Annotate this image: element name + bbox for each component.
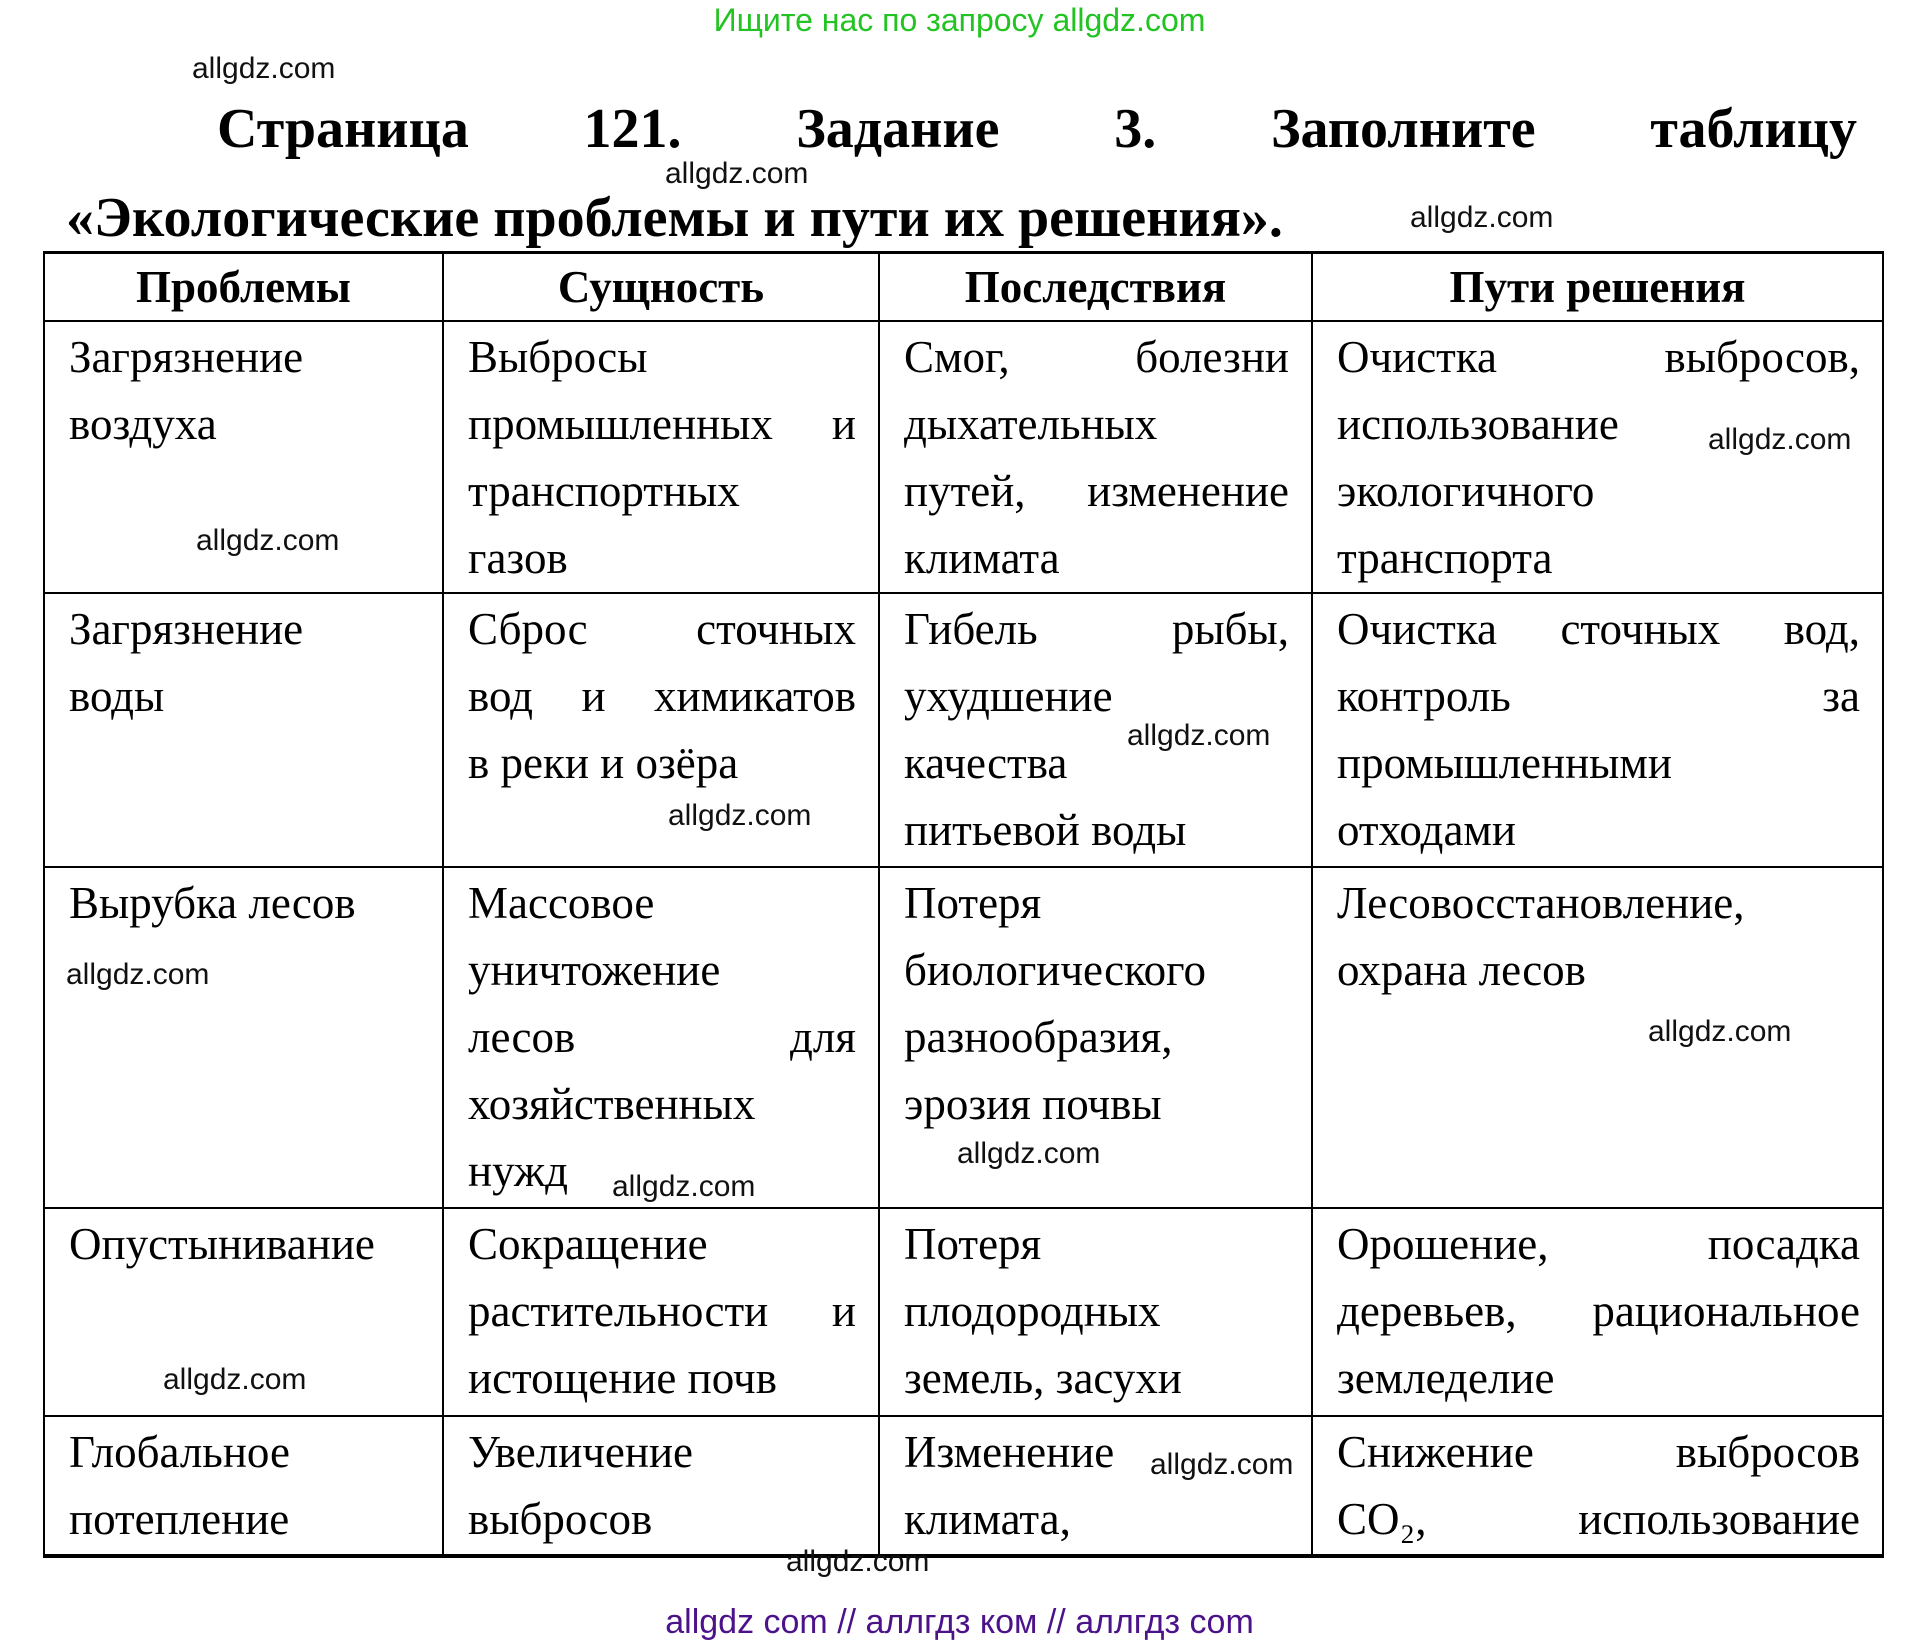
cell-line: хозяйственных [468, 1079, 756, 1129]
title-word: Заполните [1270, 98, 1536, 160]
cell-line: Сокращение [468, 1219, 708, 1269]
table-header-row [44, 253, 1883, 322]
cell-line: нужд [468, 1146, 568, 1196]
cell-line: растительности и [468, 1286, 856, 1336]
cell-line: промышленных и [468, 399, 856, 449]
title-word: 3. [1114, 98, 1157, 160]
cell-line: выбросов [468, 1494, 653, 1544]
table-row [44, 1208, 1883, 1416]
cell-line: качества [904, 738, 1068, 788]
problem-cell [44, 1416, 443, 1556]
cell-line: питьевой воды [904, 805, 1187, 855]
cell-line: Сброс сточных [468, 604, 856, 654]
cell-line: Орошение, посадка [1337, 1219, 1860, 1269]
watermark: allgdz.com [196, 524, 340, 557]
cell-line: эрозия почвы [904, 1079, 1162, 1129]
cell-line: транспортных [468, 466, 740, 516]
cell-line: уничтожение [468, 945, 721, 995]
cell-line: Лесовосстановление, [1337, 878, 1745, 928]
cell-line: транспорта [1337, 533, 1553, 583]
cell-line: Смог, болезни [904, 332, 1289, 382]
cell-line: лесов для [468, 1012, 856, 1062]
ecology-problems-table [43, 251, 1884, 1558]
cell-line: климата, [904, 1494, 1071, 1544]
cell-line: Гибель рыбы, [904, 604, 1289, 654]
cell-line: Вырубка лесов [69, 878, 356, 928]
solutions-cell [1312, 867, 1883, 1208]
cell-line: промышленными [1337, 738, 1672, 788]
cell-line: Снижение выбросов [1337, 1427, 1860, 1477]
watermark: allgdz.com [957, 1137, 1101, 1170]
cell-line: Очистка выбросов, [1337, 332, 1860, 382]
cell-line: Загрязнение [69, 332, 304, 382]
consequences-cell [879, 1416, 1312, 1556]
problem-cell [44, 867, 443, 1208]
solutions-cell [1312, 593, 1883, 867]
cell-line: дыхательных [904, 399, 1158, 449]
cell-line: воды [69, 671, 165, 721]
cell-line: Очистка сточных вод, [1337, 604, 1860, 654]
consequences-cell [879, 1208, 1312, 1416]
watermark: allgdz.com [1410, 201, 1554, 234]
cell-line: вод и химикатов [468, 671, 856, 721]
solutions-cell [1312, 1208, 1883, 1416]
consequences-cell [879, 321, 1312, 593]
cell-line: воздуха [69, 399, 217, 449]
cell-line: контроль за [1337, 671, 1860, 721]
cell-line: потепление [69, 1494, 290, 1544]
watermark: allgdz.com [1708, 423, 1852, 456]
watermark: allgdz.com [66, 958, 210, 991]
cell-line: использование [1337, 399, 1619, 449]
cell-line: Опустынивание [69, 1219, 375, 1269]
cell-line: в реки и озёра [468, 738, 739, 788]
cell-line: земель, засухи [904, 1353, 1182, 1403]
header-problems: Проблемы [44, 253, 443, 322]
essence-cell [443, 867, 879, 1208]
cell-line: экологичного [1337, 466, 1595, 516]
cell-line: Массовое [468, 878, 655, 928]
header-consequences: Последствия [879, 253, 1312, 322]
cell-line: отходами [1337, 805, 1516, 855]
watermark: allgdz.com [665, 157, 809, 190]
cell-line: Потеря [904, 878, 1042, 928]
cell-line: истощение почв [468, 1353, 777, 1403]
footer-links[interactable]: allgdz com // аллгдз ком // аллгдз com [665, 1603, 1254, 1641]
cell-line: газов [468, 533, 568, 583]
cell-line: путей, изменение [904, 466, 1289, 516]
header-essence: Сущность [443, 253, 879, 322]
cell-line: деревьев, рациональное [1337, 1286, 1860, 1336]
header-solutions: Пути решения [1312, 253, 1883, 322]
title-word: 121. [583, 98, 682, 160]
essence-cell [443, 321, 879, 593]
watermark: allgdz.com [1150, 1448, 1294, 1481]
solutions-cell [1312, 1416, 1883, 1556]
table-row [44, 593, 1883, 867]
essence-cell [443, 1208, 879, 1416]
problem-cell [44, 593, 443, 867]
watermark: allgdz.com [612, 1170, 756, 1203]
watermark: allgdz.com [668, 799, 812, 832]
watermark: allgdz.com [1127, 719, 1271, 752]
cell-line: Увеличение [468, 1427, 694, 1477]
watermark: allgdz.com [163, 1363, 307, 1396]
cell-line: CO₂, использование [1337, 1494, 1860, 1544]
watermark: allgdz.com [192, 52, 336, 85]
cell-line: земледелие [1337, 1353, 1555, 1403]
cell-line: климата [904, 533, 1060, 583]
table-row [44, 1416, 1883, 1556]
essence-cell [443, 593, 879, 867]
cell-line: Загрязнение [69, 604, 304, 654]
watermark: allgdz.com [786, 1545, 930, 1578]
cell-line: охрана лесов [1337, 945, 1586, 995]
cell-line: плодородных [904, 1286, 1161, 1336]
cell-line: биологического [904, 945, 1206, 995]
cell-line: Изменение [904, 1427, 1115, 1477]
cell-line: Потеря [904, 1219, 1042, 1269]
watermark: allgdz.com [1648, 1015, 1792, 1048]
cell-line: Выбросы [468, 332, 648, 382]
cell-line: ухудшение [904, 671, 1113, 721]
promo-banner[interactable]: Ищите нас по запросу allgdz.com [713, 2, 1206, 38]
title-word: Задание [796, 98, 1000, 160]
solutions-cell [1312, 321, 1883, 593]
page-title-line2: «Экологические проблемы и пути их решения». [66, 187, 1283, 249]
title-word: Страница [217, 98, 469, 160]
title-word: таблицу [1650, 98, 1858, 160]
cell-line: разнообразия, [904, 1012, 1173, 1062]
page-title-line1 [217, 100, 1857, 158]
essence-cell [443, 1416, 879, 1556]
cell-line: Глобальное [69, 1427, 290, 1477]
